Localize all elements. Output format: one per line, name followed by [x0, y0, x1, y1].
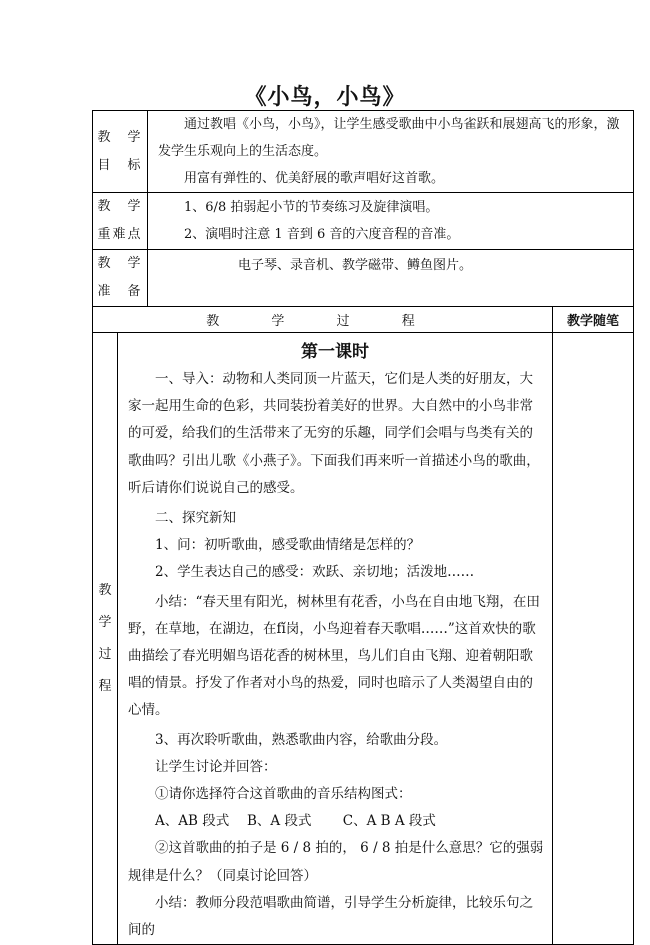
preparation-label: 教 学 准 备: [93, 250, 148, 307]
paragraph: ①请你选择符合这首歌曲的音乐结构图式：: [155, 786, 412, 803]
paragraph: 小结：教师分段范唱歌曲简谱，引导学生分析旋律，比较乐句之间的: [128, 894, 533, 939]
difficulty-line: 2、演唱时注意 1 音到 6 音的六度音程的音准。: [184, 227, 460, 242]
preparation-content: 电子琴、录音机、教学磁带、鳟鱼图片。: [148, 250, 634, 307]
notes-cell: [553, 333, 634, 945]
process-header: 教 学 过 程: [93, 307, 553, 333]
objectives-label: 教 学 目 标: [93, 111, 148, 193]
lesson-plan-table: [92, 110, 634, 945]
process-header-row: [93, 307, 634, 333]
paragraph: 一、导入：动物和人类同顶一片蓝天，它们是人类的好朋友，大家一起用生命的色彩，共同装扮着美好的世界。大自然中的小鸟非常的可爱，给我们的生活带来了无穷的乐趣，同学们会唱与鸟类有关的歌曲吗？引出儿歌《小燕子》。下面我们再来听一首描述小鸟的歌曲，听后请你们说说自己的感受。: [128, 371, 540, 496]
process-side-label: 教 学 过 程: [93, 333, 118, 945]
paragraph: 小结：“春天里有阳光，树林里有花香，小鸟在自由地飞翔，在田野，在草地，在湖边，在fǐ岗，小鸟迎着春天歌唱……”这首欢快的歌曲描绘了春光明媚鸟语花香的树林里，鸟儿们自由飞翔、迎着朝阳歌唱的情景。抒发了作者对小鸟的热爱，同时也暗示了人类渴望自由的心情。: [128, 593, 540, 719]
difficulties-row: [93, 193, 634, 250]
paragraph: A、AB 段式 B、A 段式 C、A B A 段式: [155, 813, 436, 830]
paragraph: 二、探究新知: [155, 510, 236, 527]
paragraph: ②这首歌曲的拍子是 6 / 8 拍的， 6 / 8 拍是什么意思？它的强弱规律是什么？（同桌讨论回答）: [128, 840, 544, 884]
preparation-row: [93, 250, 634, 307]
notes-header: 教学随笔: [553, 307, 634, 333]
page-title: 《小鸟，小鸟》: [244, 84, 406, 110]
paragraph: 让学生讨论并回答：: [155, 758, 277, 775]
objective-line: 通过教唱《小鸟，小鸟》，让学生感受歌曲中小鸟雀跃和展翅高飞的形象，激发学生乐观向上的生活态度。: [158, 117, 620, 159]
process-body-row: [93, 333, 634, 945]
section-title: 第一课时: [301, 342, 369, 362]
objectives-content: [148, 111, 634, 193]
paragraph: 1、问：初听歌曲，感受歌曲情绪是怎样的？: [155, 537, 421, 554]
objective-line: 用富有弹性的、优美舒展的歌声唱好这首歌。: [184, 171, 445, 186]
difficulties-content: [148, 193, 634, 250]
difficulty-line: 1、6/8 拍弱起小节的节奏练习及旋律演唱。: [184, 200, 439, 215]
paragraph: 2、学生表达自己的感受：欢跃、亲切地；活泼地……: [155, 564, 475, 581]
objectives-row: [93, 111, 634, 193]
paragraph: 3、再次聆听歌曲，熟悉歌曲内容，给歌曲分段。: [155, 731, 448, 748]
process-content: [118, 333, 553, 945]
difficulties-label: 教 学 重难点: [93, 193, 148, 250]
